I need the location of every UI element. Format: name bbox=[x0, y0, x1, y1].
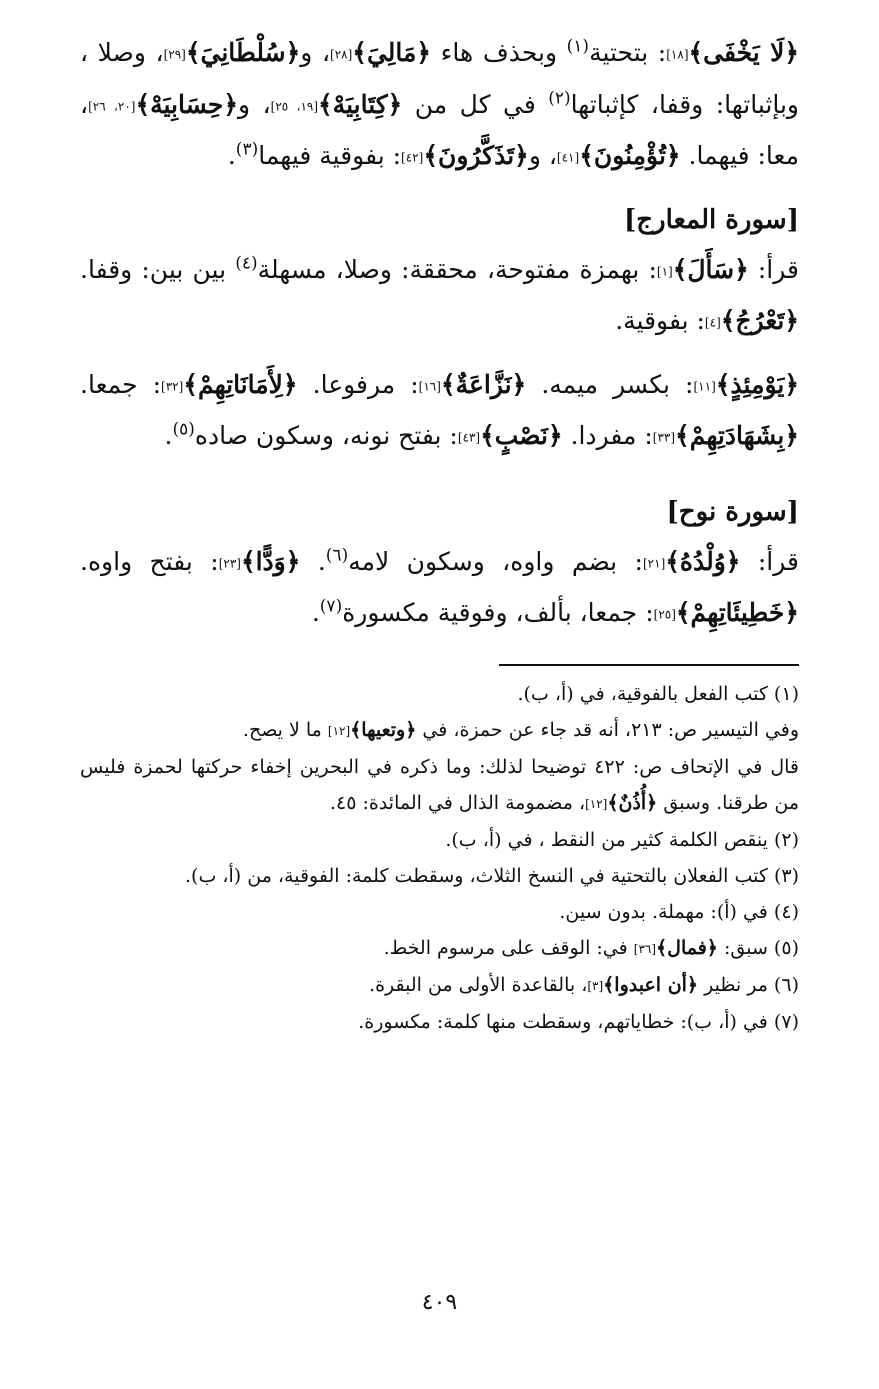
verse-ref: [٢٩] bbox=[163, 47, 186, 62]
footnote bbox=[80, 712, 799, 749]
verse-ref: [٣٢] bbox=[161, 379, 184, 393]
page-body bbox=[80, 28, 799, 1040]
text-run: ، و bbox=[300, 38, 331, 67]
verse-ref: [٣٦] bbox=[633, 941, 657, 956]
quran-word: ﴿تَذَكَّرُونَ﴾ bbox=[423, 141, 529, 170]
quran-word: ﴿وتعيها﴾ bbox=[350, 718, 417, 741]
quran-word: ﴿لَا يَخْفَى﴾ bbox=[688, 38, 799, 67]
quran-word: ﴿حِسَابِيَهْ﴾ bbox=[135, 89, 239, 119]
quran-word: ﴿سَأَلَ﴾ bbox=[672, 254, 749, 284]
footnote bbox=[80, 676, 799, 712]
verse-ref: [١٩، ٢٥] bbox=[270, 99, 319, 113]
quran-word: ﴿فمال﴾ bbox=[656, 936, 718, 959]
quran-word: ﴿سُلْطَانِيَ﴾ bbox=[185, 38, 301, 67]
text-run: (٢) ينقص الكلمة كثير من النقط ، في (أ، ب). bbox=[445, 828, 799, 851]
text-run: (٤) في (أ): مهملة. بدون سين. bbox=[559, 900, 799, 923]
verse-ref: [٢٠، ٢٦] bbox=[88, 99, 136, 113]
text-run: : مرفوعا. bbox=[297, 369, 419, 399]
text-run: : جمعا، بألف، وفوقية مكسورة bbox=[342, 598, 654, 627]
text-run: . bbox=[164, 421, 173, 450]
text-run: (٧) في (أ، ب): خطاياتهم، وسقطت منها كلمة: مكسورة. bbox=[358, 1010, 799, 1033]
text-run: بين بين: وقفا. bbox=[80, 254, 236, 284]
text-run: ، معا: فيهما. bbox=[80, 89, 799, 170]
heading-surah-maarij: [سورة المعارج] bbox=[623, 204, 799, 235]
text-run: (١) كتب الفعل بالفوقية، في (أ، ب). bbox=[517, 682, 799, 705]
footnote bbox=[80, 967, 799, 1004]
paragraph-top bbox=[80, 28, 799, 183]
text-run: . bbox=[227, 141, 236, 170]
text-run: (٦) مر نظير bbox=[698, 973, 799, 996]
text-run: ، بالقاعدة الأولى من البقرة. bbox=[369, 973, 588, 996]
verse-ref: [١٢] bbox=[585, 796, 608, 811]
quran-word: ﴿يَوْمِئِذٍ﴾ bbox=[715, 369, 799, 399]
paragraph-maarij-2 bbox=[80, 360, 799, 463]
footnote-marker: (٧) bbox=[319, 596, 343, 617]
footnote-divider bbox=[499, 664, 799, 666]
text-run: : بفتح نونه، وسكون صاده bbox=[194, 421, 458, 450]
page-number: ٤٠٩ bbox=[421, 1290, 458, 1315]
paragraph-maarij-1 bbox=[80, 245, 799, 348]
text-run: في: الوقف على مرسوم الخط. bbox=[383, 936, 634, 959]
quran-word: ﴿لِأَمَانَاتِهِمْ﴾ bbox=[183, 369, 298, 399]
text-run: ، و bbox=[238, 89, 271, 119]
quran-word: ﴿نَزَّاعَةٌ﴾ bbox=[440, 369, 527, 399]
verse-ref: [١١] bbox=[693, 379, 716, 393]
verse-ref: [٣] bbox=[587, 978, 604, 993]
text-run: في كل من bbox=[402, 89, 549, 119]
text-run: : بفوقية فيهما bbox=[258, 141, 402, 170]
text-run: : بضم واوه، وسكون لامه bbox=[348, 546, 643, 576]
footnote-marker: (٦) bbox=[325, 545, 349, 566]
footnote bbox=[80, 894, 799, 930]
text-run: قرأ: bbox=[740, 546, 799, 576]
quran-word: ﴿تَعْرُجُ﴾ bbox=[720, 306, 799, 335]
quran-word: ﴿بِشَهَادَتِهِمْ﴾ bbox=[675, 421, 799, 450]
footnote-marker: (١) bbox=[566, 36, 590, 57]
text-run: : بفوقية. bbox=[615, 306, 705, 335]
verse-ref: [١٦] bbox=[418, 379, 441, 393]
text-run: ما لا يصح. bbox=[242, 718, 328, 741]
footnotes bbox=[80, 676, 799, 1040]
verse-ref: [٤٢] bbox=[401, 150, 424, 165]
text-run: ، مضمومة الذال في المائدة: ٤٥. bbox=[329, 791, 586, 814]
verse-ref: [١] bbox=[656, 264, 673, 278]
text-run: . bbox=[311, 598, 320, 627]
quran-word: ﴿تُؤْمِنُونَ﴾ bbox=[579, 141, 681, 170]
quran-word: ﴿خَطِيئَاتِهِمْ﴾ bbox=[675, 598, 799, 627]
text-run: : جمعا. bbox=[80, 369, 162, 399]
text-run: وبحذف هاء bbox=[431, 38, 567, 67]
verse-ref: [٢٥] bbox=[653, 607, 676, 622]
verse-ref: [٤٣] bbox=[457, 430, 481, 445]
text-run: وفي التيسير ص: ٢١٣، أنه قد جاء عن حمزة، في bbox=[416, 718, 799, 741]
text-run: قال في الإتحاف ص: ٤٢٢ توضيحا لذلك: وما ذكره في البحرين إخفاء حركتها لحمزة فليس من طرقنا. وسبق bbox=[80, 755, 799, 814]
text-run: قرأ: bbox=[748, 254, 799, 284]
footnote-marker: (٤) bbox=[235, 253, 258, 274]
footnote bbox=[80, 822, 799, 858]
verse-ref: [١٨] bbox=[666, 47, 689, 62]
quran-word: ﴿نَصْبٍ﴾ bbox=[480, 421, 563, 450]
footnote-marker: (٢) bbox=[548, 88, 571, 109]
footnote bbox=[80, 858, 799, 894]
verse-ref: [٢٣] bbox=[218, 556, 241, 570]
text-run: . bbox=[300, 546, 326, 576]
quran-word: ﴿أن اعبدوا﴾ bbox=[603, 973, 699, 996]
heading-surah-nuh: [سورة نوح] bbox=[666, 496, 799, 527]
verse-ref: [٣٣] bbox=[652, 430, 676, 445]
quran-word: ﴿كِتَابِيَهْ﴾ bbox=[318, 89, 403, 119]
footnote-marker: (٣) bbox=[235, 139, 259, 160]
quran-word: ﴿أُذُنٌ﴾ bbox=[607, 791, 658, 814]
quran-word: ﴿وَدًّا﴾ bbox=[240, 546, 301, 576]
verse-ref: [٢١] bbox=[642, 556, 666, 570]
footnote-marker: (٥) bbox=[172, 419, 195, 440]
footnote bbox=[80, 1004, 799, 1040]
text-run: (٣) كتب الفعلان بالتحتية في النسخ الثلاث، وسقطت كلمة: الفوقية، من (أ، ب). bbox=[185, 864, 799, 887]
text-run: : بهمزة مفتوحة، محققة: وصلا، مسهلة bbox=[257, 254, 657, 284]
text-run: : بكسر ميمه. bbox=[526, 369, 694, 399]
text-run: ، وصلا ، وبإثباتها: وقفا، كإثباتها bbox=[80, 38, 800, 119]
footnote bbox=[80, 749, 799, 822]
verse-ref: [٢٨] bbox=[330, 47, 353, 62]
verse-ref: [٤] bbox=[704, 315, 721, 330]
quran-word: ﴿مَالِيَ﴾ bbox=[352, 38, 432, 67]
quran-word: ﴿وُلْدُهُ﴾ bbox=[665, 546, 741, 576]
text-run: : مفردا. bbox=[562, 421, 653, 450]
verse-ref: [١٢] bbox=[327, 723, 351, 738]
footnote bbox=[80, 930, 799, 967]
paragraph-nuh-1 bbox=[80, 537, 799, 640]
text-run: (٥) سبق: bbox=[717, 936, 799, 959]
text-run: : بفتح واوه. bbox=[80, 546, 219, 576]
verse-ref: [٤١] bbox=[556, 150, 580, 165]
text-run: : بتحتية bbox=[589, 38, 667, 67]
text-run: ، و bbox=[528, 141, 557, 170]
